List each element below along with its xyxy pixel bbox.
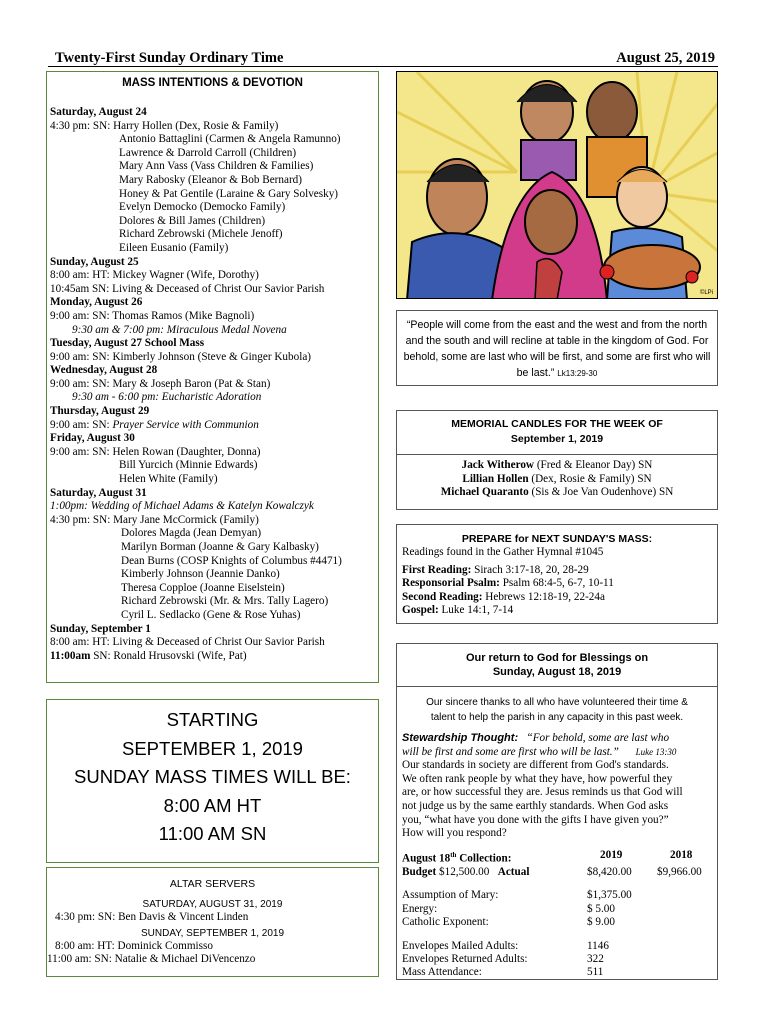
special-label: Catholic Exponent: xyxy=(402,916,489,929)
mass-intention-line: 8:00 am: HT: Mickey Wagner (Wife, Dorothy) xyxy=(50,269,259,282)
mass-intention-line: 8:00 am: HT: Living & Deceased of Christ Our Savior Parish xyxy=(50,636,325,649)
mass-day-heading: Saturday, August 24 xyxy=(50,106,147,118)
mass-intention-line: Richard Zebrowski (Mr. & Mrs. Tally Lagero) xyxy=(121,595,329,608)
mass-intention-line: Mary Rabosky (Eleanor & Bob Bernard) xyxy=(119,173,302,186)
mass-intention-line: Evelyn Democko (Democko Family) xyxy=(119,201,286,214)
bulletin-date: August 25, 2019 xyxy=(616,50,715,66)
gospel-illustration xyxy=(396,71,718,299)
envelope-label: Envelopes Returned Adults: xyxy=(402,952,528,965)
stewardship-body-line: are, or how successful they are. Jesus reminds us that God will xyxy=(402,786,683,799)
mass-intention-line: 9:00 am: SN: Thomas Ramos (Mike Bagnoli) xyxy=(50,309,255,322)
reading-second: Second Reading: Hebrews 12:18-19, 22-24a xyxy=(402,590,605,603)
envelope-value: 322 xyxy=(587,952,604,965)
candles-date: September 1, 2019 xyxy=(510,433,604,445)
thanks-line1: Our sincere thanks to all who have volunteered their time & xyxy=(426,697,688,708)
special-value: $1,375.00 xyxy=(587,889,632,902)
altar-servers-box xyxy=(46,867,379,977)
reading-gospel: Gospel: Luke 14:1, 7-14 xyxy=(402,604,514,617)
mass-intention-line: 9:00 am: SN: Prayer Service with Communion xyxy=(50,418,259,431)
people-at-table-illustration xyxy=(397,72,718,299)
altar-servers-title: ALTAR SERVERS xyxy=(169,878,256,890)
mass-intention-line: 10:45am SN: Living & Deceased of Christ Our Savior Parish xyxy=(50,282,325,295)
special-label: Energy: xyxy=(402,902,438,915)
mass-intention-line: 9:00 am: SN: Helen Rowan (Daughter, Donna) xyxy=(50,445,261,458)
mass-day-heading: Wednesday, August 28 xyxy=(50,364,158,377)
collection-table xyxy=(402,849,702,980)
mass-times-line4: 8:00 AM HT xyxy=(163,794,262,816)
mass-times-line2: SEPTEMBER 1, 2019 xyxy=(122,737,303,759)
special-label: Assumption of Mary: xyxy=(402,889,499,902)
blessings-title: Our return to God for Blessings on xyxy=(465,652,649,664)
budget-value: $12,500.00 xyxy=(436,865,490,878)
stewardship-body-line: How will you respond? xyxy=(402,827,507,840)
collection-label: August 18th Collection: xyxy=(402,850,512,865)
mass-day-heading: Tuesday, August 27 School Mass xyxy=(50,337,205,350)
gospel-quote-ref: Lk13:29-30 xyxy=(557,369,598,378)
stewardship-body-line: We often rank people by what they have, how powerful they xyxy=(402,772,673,785)
reading-psalm: Responsorial Psalm: Psalm 68:4-5, 6-7, 10-11 xyxy=(402,577,614,590)
special-value: $ 5.00 xyxy=(587,902,615,915)
candle-item: Michael Quaranto (Sis & Joe Van Oudenhove) SN xyxy=(440,486,674,499)
memorial-candles-box xyxy=(396,410,718,510)
mass-intention-line: Honey & Pat Gentile (Laraine & Gary Solvesky) xyxy=(119,187,339,200)
candle-item: Jack Witherow (Fred & Eleanor Day) SN xyxy=(461,459,653,471)
prepare-readings-box xyxy=(396,524,718,624)
mass-intention-line: Theresa Copploe (Joanne Eiselstein) xyxy=(121,581,285,594)
stewardship-body-line: you, “what have you done with the gifts I have given you?” xyxy=(402,813,669,826)
mass-intention-line: Eileen Eusanio (Family) xyxy=(119,241,229,254)
stewardship-quote2: will be first and some are first who will be last.” xyxy=(402,745,619,758)
altar-sun-line2: 11:00 am: SN: Natalie & Michael DiVencenzo xyxy=(47,953,256,966)
mass-intentions-title: MASS INTENTIONS & DEVOTION xyxy=(122,77,303,89)
stewardship-body-line: Our standards in society are different from God's standards. xyxy=(402,759,669,772)
mass-intention-line: 9:00 am: SN: Mary & Joseph Baron (Pat & Stan) xyxy=(50,377,271,390)
blessings-date: Sunday, August 18, 2019 xyxy=(492,666,622,678)
mass-times-box xyxy=(46,699,379,863)
header-rule xyxy=(48,66,718,67)
mass-intention-line: Dolores Magda (Jean Demyan) xyxy=(121,527,262,540)
mass-intention-line: 4:30 pm: SN: Mary Jane McCormick (Family) xyxy=(50,513,259,526)
actual-2019: $8,420.00 xyxy=(587,865,632,878)
mass-intention-line: Cyril L. Sedlacko (Gene & Rose Yuhas) xyxy=(121,608,301,621)
stewardship-ref: Luke 13:30 xyxy=(635,746,677,757)
attendance-value: 511 xyxy=(587,966,604,979)
illustration-credit: ©LPi xyxy=(699,290,713,296)
mass-intentions-list xyxy=(50,106,342,663)
prepare-subtitle: Readings found in the Gather Hymnal #1045 xyxy=(402,546,604,558)
altar-sun-line1: 8:00 am: HT: Dominick Commisso xyxy=(55,939,213,952)
altar-sat-line: 4:30 pm: SN: Ben Davis & Vincent Linden xyxy=(55,911,249,923)
mass-intention-line: Dean Burns (COSP Knights of Columbus #4471) xyxy=(121,554,342,567)
envelope-label: Envelopes Mailed Adults: xyxy=(402,939,519,952)
gospel-quote-box xyxy=(396,310,718,386)
year-2018: 2018 xyxy=(670,848,693,861)
mass-intention-line: Helen White (Family) xyxy=(119,473,218,486)
mass-day-heading: Friday, August 30 xyxy=(50,432,135,445)
budget-label: Budget xyxy=(402,865,437,878)
mass-intention-line: 9:00 am: SN: Kimberly Johnson (Steve & Ginger Kubola) xyxy=(50,350,312,363)
bulletin-title: Twenty-First Sunday Ordinary Time xyxy=(55,50,284,66)
mass-intention-line: 11:00am SN: Ronald Hrusovski (Wife, Pat) xyxy=(50,649,247,662)
mass-intention-line: Mary Ann Vass (Vass Children & Families) xyxy=(119,160,314,173)
mass-intention-line: Richard Zebrowski (Michele Jenoff) xyxy=(119,228,283,241)
mass-intention-line: 4:30 pm: SN: Harry Hollen (Dex, Rosie & Family) xyxy=(50,119,279,132)
year-2019: 2019 xyxy=(600,848,623,861)
mass-day-heading: Monday, August 26 xyxy=(50,296,143,309)
mass-intention-line: Lawrence & Darrold Carroll (Children) xyxy=(119,146,297,159)
mass-times-line5: 11:00 AM SN xyxy=(158,823,267,844)
actual-label: Actual xyxy=(497,865,530,878)
blessings-box xyxy=(396,643,718,980)
thanks-line2: talent to help the parish in any capacity in this past week. xyxy=(430,712,684,723)
altar-sat-heading: SATURDAY, AUGUST 31, 2019 xyxy=(142,899,283,910)
attendance-label: Mass Attendance: xyxy=(402,966,482,979)
mass-day-heading: Saturday, August 31 xyxy=(50,486,147,499)
envelope-value: 1146 xyxy=(587,939,609,952)
stewardship-quote1: “For behold, some are last who xyxy=(526,732,670,744)
special-value: $ 9.00 xyxy=(587,916,615,929)
mass-intention-line: Kimberly Johnson (Jeannie Danko) xyxy=(121,568,280,581)
mass-day-heading: Sunday, September 1 xyxy=(50,622,151,635)
prepare-title: PREPARE for NEXT SUNDAY'S MASS: xyxy=(461,533,653,545)
altar-sun-heading: SUNDAY, SEPTEMBER 1, 2019 xyxy=(140,927,285,939)
mass-intention-line: Antonio Battaglini (Carmen & Angela Ramunno) xyxy=(119,133,341,146)
candles-title: MEMORIAL CANDLES FOR THE WEEK OF xyxy=(451,418,663,430)
stewardship-label: Stewardship Thought: xyxy=(402,732,519,744)
actual-2018: $9,966.00 xyxy=(657,865,702,878)
mass-intentions-box xyxy=(46,71,379,683)
mass-times-line1: STARTING xyxy=(166,709,259,730)
gospel-quote: “People will come from the east and the west and from the north and the south and will recline at table in the kingdom of God. For behold, some are last who will be first, and some are first who will be last.” xyxy=(403,319,711,379)
mass-times-line3: SUNDAY MASS TIMES WILL BE: xyxy=(74,766,351,787)
mass-intention-line: Dolores & Bill James (Children) xyxy=(119,214,266,227)
stewardship-body-line: not judge us by the same earthly standards. When God asks xyxy=(402,799,669,812)
candle-item: Lillian Hollen (Dex, Rosie & Family) SN xyxy=(462,472,652,485)
mass-day-heading: Sunday, August 25 xyxy=(50,255,139,268)
stewardship-body xyxy=(402,759,717,841)
mass-intention-line: 9:30 am & 7:00 pm: Miraculous Medal Novena xyxy=(72,323,287,336)
mass-intention-line: 1:00pm: Wedding of Michael Adams & Katelyn Kowalczyk xyxy=(50,500,314,513)
mass-intention-line: Marilyn Borman (Joanne & Gary Kalbasky) xyxy=(121,541,319,553)
mass-intention-line: Bill Yurcich (Minnie Edwards) xyxy=(119,459,258,472)
reading-first: First Reading: Sirach 3:17-18, 20, 28-29 xyxy=(402,563,589,576)
mass-intention-line: 9:30 am - 6:00 pm: Eucharistic Adoration xyxy=(72,391,262,404)
mass-day-heading: Thursday, August 29 xyxy=(50,405,150,418)
